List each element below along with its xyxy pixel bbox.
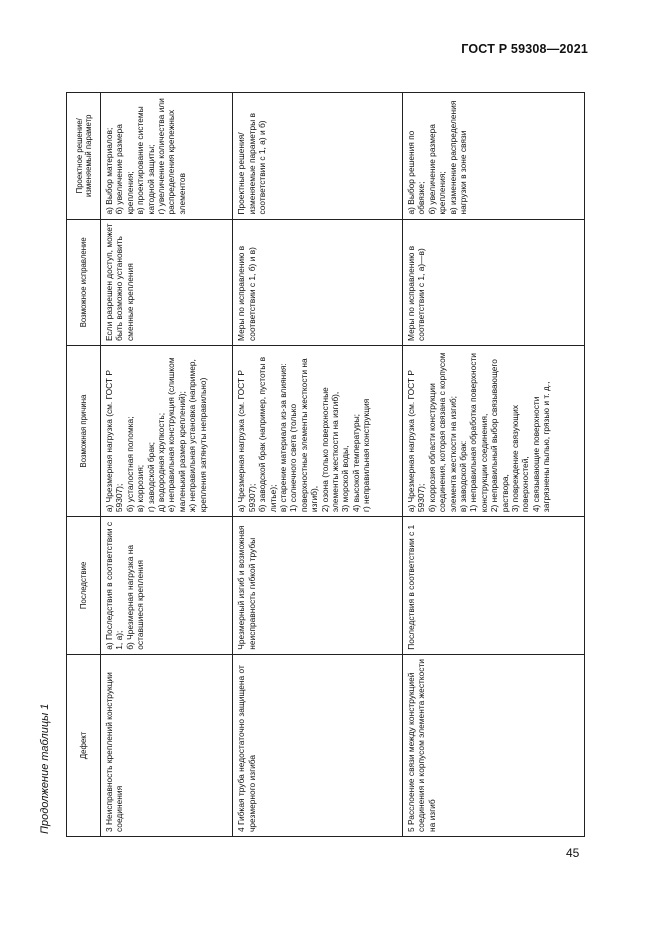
page-number: 45	[566, 846, 580, 860]
col-header-design: Проектное решение/ изменяемый параметр	[67, 93, 101, 220]
cause-line: в) заводской брак:	[458, 440, 468, 513]
cause-line: б) усталостная поломка;	[124, 416, 135, 513]
cause-line: 4) высокой температуры;	[350, 413, 361, 513]
cause-line: б) заводской брак (например, пустоты в литье);	[257, 356, 278, 513]
cause-line: 4) связывающие поверхности загрязнены пылью, грязью и т. д.,	[530, 381, 552, 513]
col-header-fix: Возможное исправление	[67, 219, 101, 345]
table-cell-consequence	[402, 517, 584, 655]
table-cell-cause	[402, 346, 584, 517]
cause-line: в) коррозия;	[135, 464, 146, 513]
cause-line: д) водородная хрупкость;	[156, 412, 167, 513]
table-cell-fix	[402, 219, 584, 345]
cause-line: 1) солнечного света (только поверхностные элементы жесткости на изгиб),	[288, 358, 320, 513]
table-cell-defect: 5 Расслоение связи между конструкцией соединения и корпусом элемента жесткости на изгиб	[402, 654, 584, 836]
standard-header: ГОСТ Р 59308—2021	[461, 42, 588, 56]
col-header-cause: Возможная причина	[67, 346, 101, 517]
cause-line: 3) морской воды,	[340, 445, 351, 513]
table-cell-defect: 4 Гибкая труба недостаточно защищена от чрезмерного изгиба	[233, 654, 403, 836]
table-cell-consequence	[101, 517, 233, 655]
table-row	[233, 93, 403, 837]
cause-line: г) заводской брак;	[145, 442, 156, 513]
cause-line: г) неправильная конструкция	[361, 398, 372, 513]
cause-line: в) старение материала из-за влияния:	[278, 363, 288, 513]
design-line: г) увеличение количества или распределения крепежных элементов	[156, 98, 187, 215]
cause-line: 2) озона (только поверхностные элементы жесткости на изгиб),	[319, 387, 341, 513]
table-cell-fix	[101, 219, 233, 345]
table-continuation-label: Продолжение таблицы 1	[39, 703, 51, 834]
cause-line: ж) неправильная установка (например, крепления затянуты неправильно)	[187, 359, 208, 513]
design-line: Проектные решения/изменяемые параметры в соответствии с 1, а) и б)	[236, 113, 268, 215]
fix-line: Если разрешен доступ, может быть возможно установить сменные крепления	[104, 223, 135, 341]
design-line: б) увеличение размера крепления;	[114, 124, 135, 215]
cause-line: б) коррозия области конструкции соединения, которая связана с корпусом элемента жесткости на изгиб;	[426, 352, 458, 513]
defects-table	[66, 92, 585, 837]
table-cell-consequence	[233, 517, 403, 655]
cause-line: 3) повреждение связующих поверхностей,	[510, 404, 531, 513]
consequence-line: б) Чрезмерная нагрузка на оставшиеся крепления	[124, 545, 146, 650]
table-header-row	[67, 93, 101, 837]
col-header-defect: Дефект	[67, 654, 101, 836]
table-row	[402, 93, 584, 837]
table-row	[101, 93, 233, 837]
table-cell-design	[101, 93, 233, 220]
fix-line: Меры по исправлению в соответствии с 1, б) и в)	[236, 245, 257, 341]
fix-line: Меры по исправлению в соответствии с 1, а)—в)	[405, 245, 427, 341]
rotated-table-container	[66, 92, 585, 837]
consequence-line: Последствия в соответствии с 1	[405, 524, 416, 650]
design-line: б) увеличение размера крепления;	[426, 124, 448, 215]
cause-line: а) Чрезмерная нагрузка (см. ГОСТ Р 59307);	[405, 370, 427, 513]
col-header-consequence: Последствие	[67, 517, 101, 655]
cause-line: е) неправильная конструкция (слишком маленький размер креплений);	[166, 357, 187, 513]
table-cell-defect: 3 Неисправность креплений конструкции соединения	[101, 654, 233, 836]
cause-line: 2) неправильный выбор связывающего раствора,	[489, 359, 510, 513]
table-cell-cause	[233, 346, 403, 517]
table-cell-fix	[233, 219, 403, 345]
design-line: а) Выбор решения по обвязке;	[405, 130, 427, 215]
table-body	[101, 93, 585, 837]
design-line: в) проектирование системы катодной защиты;	[135, 106, 156, 215]
design-line: а) Выбор материалов;	[104, 127, 114, 215]
cause-line: 1) неправильная обработка поверхности конструкции соединения,	[468, 353, 489, 513]
cause-line: а) Чрезмерная нагрузка (см. ГОСТ Р 59307);	[236, 370, 257, 513]
consequence-line: а) Последствия в соответствии с 1, а);	[104, 521, 125, 650]
table-cell-cause	[101, 346, 233, 517]
table-cell-design	[233, 93, 403, 220]
cause-line: а) Чрезмерная нагрузка (см. ГОСТ Р 59307);	[104, 370, 125, 513]
design-line: в) изменение распределения нагрузки в зоне связи	[447, 100, 468, 215]
consequence-line: Чрезмерный изгиб и возможная неисправность гибкой трубы	[236, 525, 257, 650]
table-cell-design	[402, 93, 584, 220]
